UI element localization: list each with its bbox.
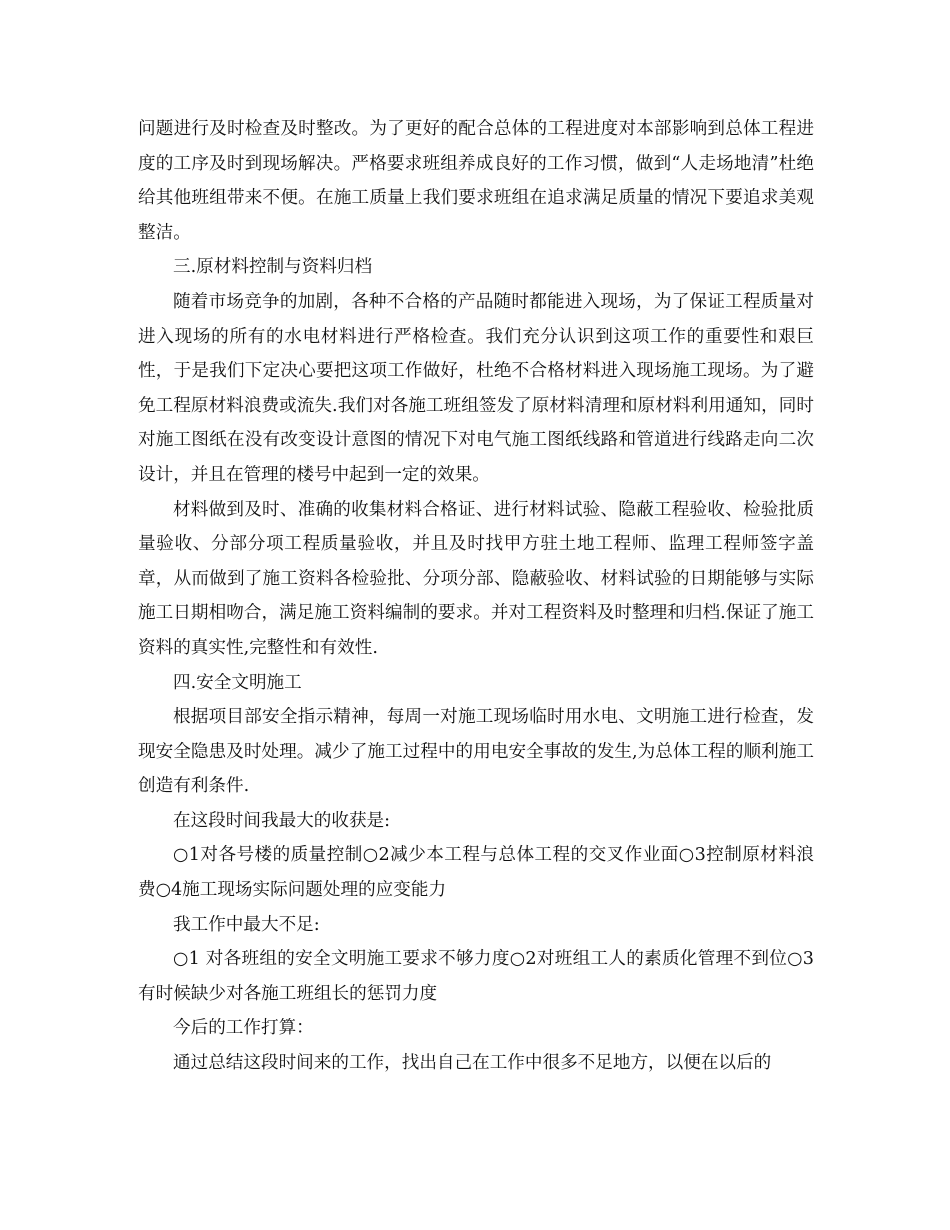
document-body xyxy=(138,112,814,1081)
paragraph-documentation: 材料做到及时、准确的收集材料合格证、进行材料试验、隐蔽工程验收、检验批质量验收、分部分项工程质量验收，并且及时找甲方驻土地工程师、监理工程师签字盖章，从而做到了施工资料各检验批、分项分部、隐蔽验收、材料试验的日期能够与实际施工日期相吻合，满足施工资料编制的要求。并对工程资料及时整理和归档.保证了施工资料的真实性,完整性和有效性. xyxy=(138,499,814,658)
paragraph-quality-rectification: 问题进行及时检查及时整改。为了更好的配合总体的工程进度对本部影响到总体工程进度的工序及时到现场解决。严格要求班组养成良好的工作习惯，做到“人走场地清”杜绝给其他班组带来不便。在施工质量上我们要求班组在追求满足质量的情况下要追求美观整洁。 xyxy=(138,119,814,243)
paragraph-gains-list: ○1对各号楼的质量控制○2减少本工程与总体工程的交叉作业面○3控制原材料浪费○4施工现场实际问题处理的应变能力 xyxy=(138,845,814,901)
section-heading-safety: 四.安全文明施工 xyxy=(173,672,302,693)
paragraph-plans-body: 通过总结这段时间来的工作，找出自己在工作中很多不足地方，以便在以后的 xyxy=(173,1053,772,1074)
paragraph-shortcomings-list: ○1 对各班组的安全文明施工要求不够力度○2对班组工人的素质化管理不到位○3有时候缺少对各施工班组长的惩罚力度 xyxy=(138,949,814,1004)
paragraph-material-inspection: 随着市场竞争的加剧，各种不合格的产品随时都能进入现场，为了保证工程质量对进入现场的所有的水电材料进行严格检查。我们充分认识到这项工作的重要性和艰巨性，于是我们下定决心要把这项工作做好，杜绝不合格材料进入现场施工现场。为了避免工程原材料浪费或流失.我们对各施工班组签发了原材料清理和原材料利用通知，同时对施工图纸在没有改变设计意图的情况下对电气施工图纸线路和管道进行线路走向二次设计，并且在管理的楼号中起到一定的效果。 xyxy=(138,291,814,485)
paragraph-plans-intro: 今后的工作打算： xyxy=(173,1018,314,1039)
paragraph-gains-intro: 在这段时间我最大的收获是: xyxy=(173,810,391,831)
paragraph-safety-inspection: 根据项目部安全指示精神，每周一对施工现场临时用水电、文明施工进行检查，发现安全隐患及时处理。减少了施工过程中的用电安全事故的发生,为总体工程的顺利施工创造有利条件. xyxy=(138,707,814,797)
section-heading-materials: 三.原材料控制与资料归档 xyxy=(173,257,373,278)
paragraph-shortcomings-intro: 我工作中最大不足: xyxy=(173,914,320,935)
